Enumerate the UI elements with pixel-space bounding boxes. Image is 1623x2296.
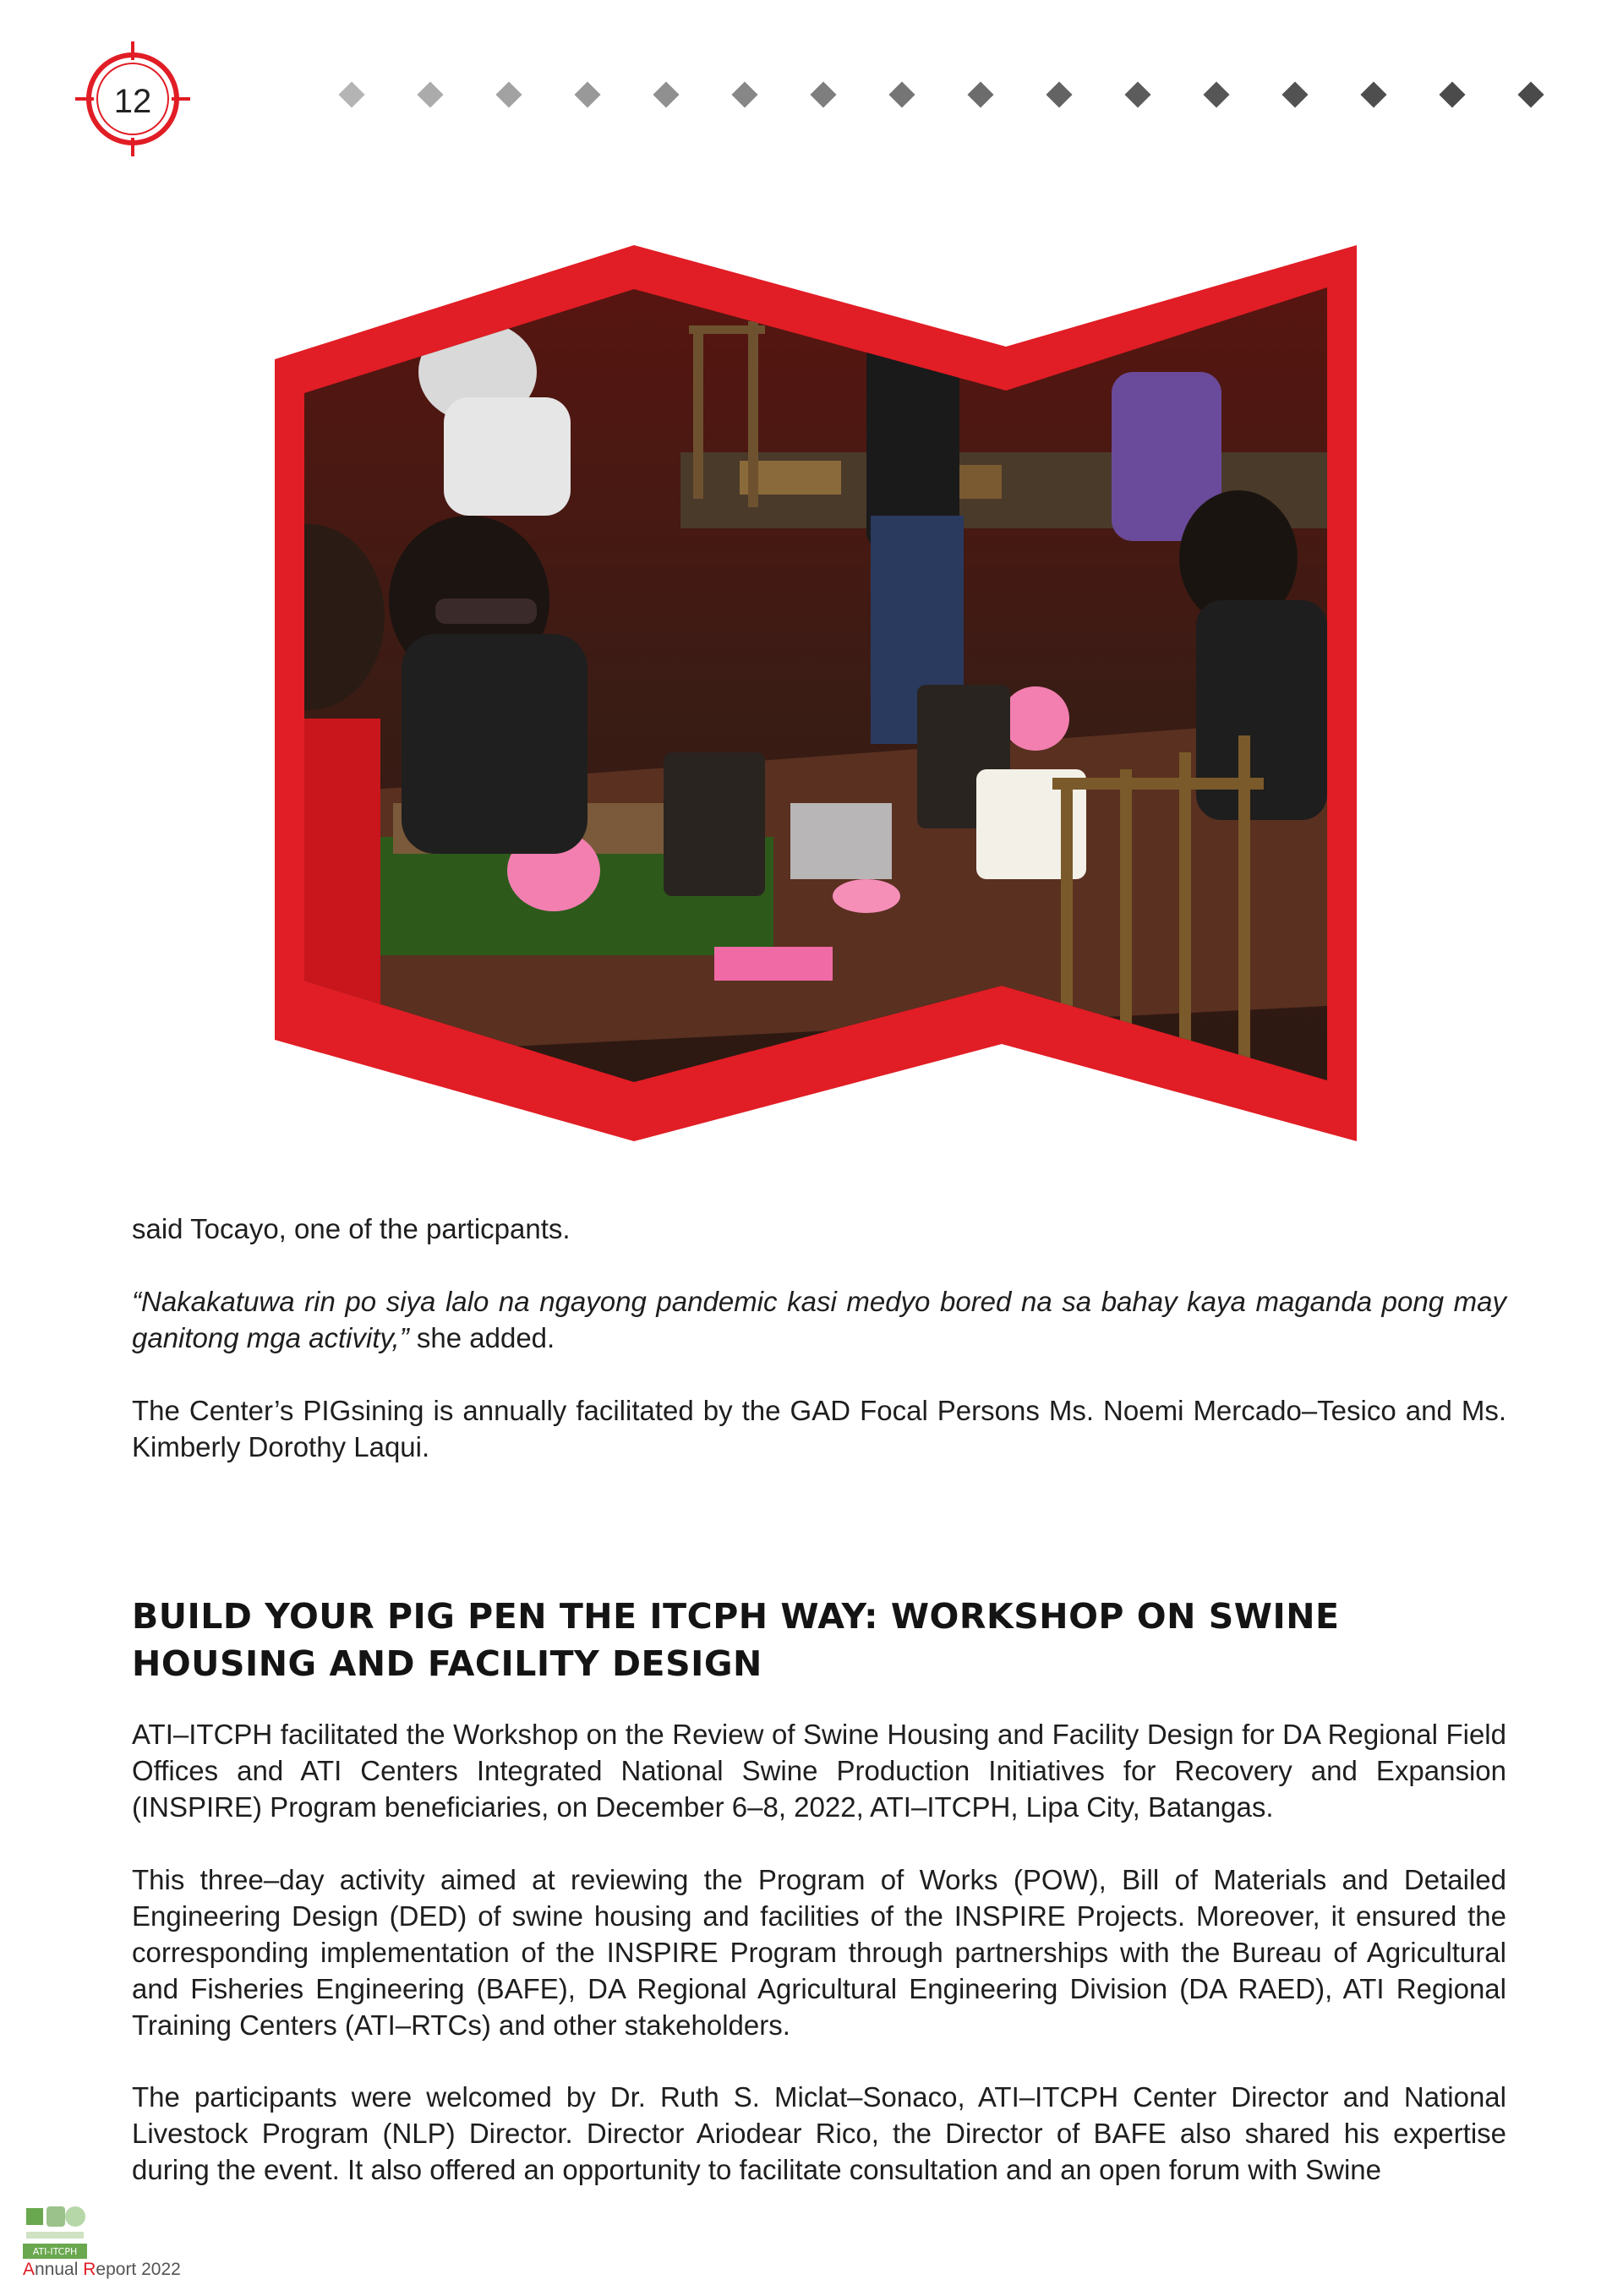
diamond-icon [1439, 81, 1465, 107]
page-number: 12 [113, 82, 152, 120]
page-number-badge [69, 38, 196, 165]
section-paragraph-3 [132, 2079, 1506, 2188]
diamond-icon [731, 81, 757, 107]
diamond-icon [653, 81, 679, 107]
footer-label-initial: A [23, 2260, 36, 2279]
logo-text: ATI-ITCPH [32, 2246, 78, 2257]
workshop-photo-frame [275, 245, 1357, 1150]
diamond-icon [810, 81, 836, 107]
diamond-icon [1517, 81, 1544, 107]
diamond-icon [1281, 81, 1308, 107]
logo-icon [23, 2203, 87, 2259]
facilitator-paragraph [132, 1392, 1506, 1465]
intro-text [132, 1211, 1506, 1247]
diamond-icon [888, 81, 915, 107]
quote-attribution: she added. [408, 1322, 555, 1353]
footer-label-r: R [83, 2260, 96, 2279]
diamond-icon [967, 81, 993, 107]
quote-text: “Nakakatuwa rin po siya lalo na ngayong pandemic kasi medyo bored na sa bahay kaya maganda pong may ganitong mga activity,” [132, 1286, 1506, 1353]
workshop-photo [275, 245, 1357, 1150]
section-heading: BUILD YOUR PIG PEN THE ITCPH WAY: WORKSHOP ON SWINE HOUSING AND FACILITY DESIGN [132, 1596, 1340, 1684]
footer-label-part: nnual [35, 2260, 84, 2279]
section-paragraph-1 [132, 1716, 1506, 1825]
diamond-icon [338, 81, 364, 107]
decorative-diamond-row [342, 85, 1560, 114]
footer-label [23, 2260, 181, 2280]
paragraph: The Center’s PIGsining is annually facilitated by the GAD Focal Persons Ms. Noemi Mercado–Tesico and Ms. Kimberly Dorothy Laqui. [132, 1395, 1506, 1462]
diamond-icon [495, 81, 522, 107]
footer-label-part: eport 2022 [96, 2260, 181, 2279]
quote-paragraph [132, 1283, 1506, 1356]
paragraph: The participants were welcomed by Dr. Ruth S. Miclat–Sonaco, ATI–ITCPH Center Director and National Livestock Program (NLP) Director. Director Ariodear Rico, the Director of BAFE also shared his expertise during the event. It also offered an opportunity to facilitate consultation and an open forum with Swine [132, 2081, 1506, 2185]
diamond-icon [1360, 81, 1386, 107]
diamond-icon [1046, 81, 1072, 107]
diamond-icon [417, 81, 443, 107]
diamond-icon [1203, 81, 1229, 107]
paragraph: said Tocayo, one of the particpants. [132, 1213, 571, 1244]
paragraph: This three–day activity aimed at reviewing the Program of Works (POW), Bill of Materials and Detailed Engineering Design (DED) of swine housing and facilities of the INSPIRE Projects. Moreover, it ensured the corresponding implementation of the INSPIRE Program through partnerships with the Bureau of Agricultural and Fisheries Engineering (BAFE), DA Regional Agricultural Engineering Division (DA RAED), ATI Regional Training Centers (ATI–RTCs) and other stakeholders. [132, 1864, 1506, 2041]
diamond-icon [1124, 81, 1150, 107]
diamond-icon [574, 81, 600, 107]
section-paragraph-2 [132, 1861, 1506, 2043]
paragraph: ATI–ITCPH facilitated the Workshop on the Review of Swine Housing and Facility Design for DA Regional Field Offices and ATI Centers Integrated National Swine Production Initiatives for Recovery and Expansion (INSPIRE) Program beneficiaries, on December 6–8, 2022, ATI–ITCPH, Lipa City, Batangas. [132, 1719, 1506, 1823]
